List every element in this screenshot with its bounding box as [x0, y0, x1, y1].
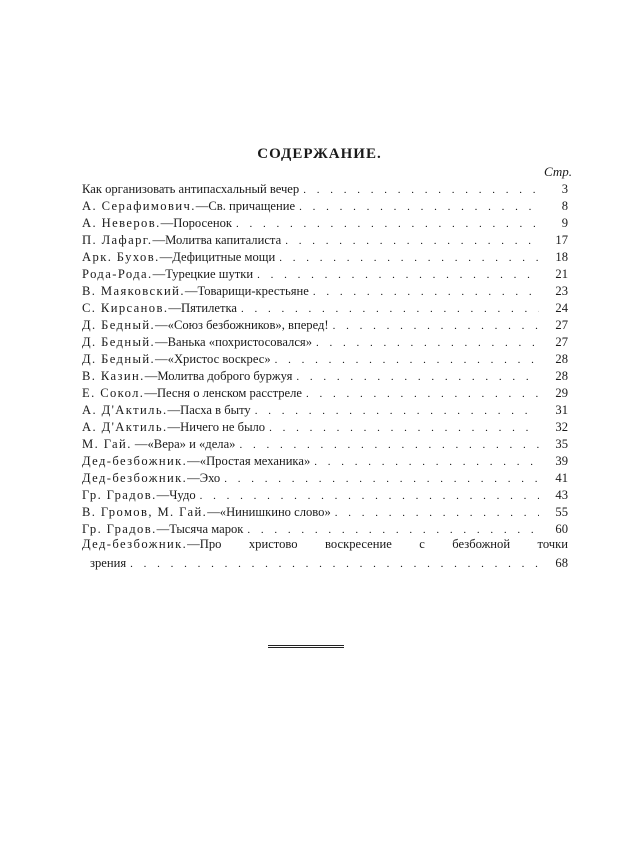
- toc-entry-title: Эхо: [199, 471, 221, 485]
- dot-leader: [279, 252, 539, 265]
- toc-entry: П. Лафарг.—Молитва капиталиста . . . 17: [82, 231, 568, 248]
- toc-entry-title: Пасха в быту: [180, 403, 251, 417]
- toc-entry-multiline-cont: [82, 554, 568, 571]
- toc-entry-page: 27: [555, 335, 568, 349]
- toc-entry: С. Кирсанов.—Пятилетка . . . 24: [82, 299, 568, 316]
- dot-leader: [239, 439, 539, 452]
- dot-leader: [303, 184, 539, 197]
- toc-entry: А. Д'Актиль.—Пасха в быту . . . 31: [82, 401, 568, 418]
- toc-entry-author: Арк. Бухов.: [82, 250, 160, 264]
- toc-entry: В. Громов, М. Гай.—«Нинишкино слово» . . . 55: [82, 503, 568, 520]
- toc-entry-page: 39: [555, 454, 568, 468]
- toc-entry-title: Песня о ленском расстреле: [156, 386, 302, 400]
- toc-entry-title: Молитва капиталиста: [165, 233, 282, 247]
- toc-entry: В. Казин.—Молитва доброго буржуя . . . 28: [82, 367, 568, 384]
- toc-entry: Рода-Рода.—Турецкие шутки . . . 21: [82, 265, 568, 282]
- toc-entry-page: 35: [555, 437, 568, 451]
- toc-entry-page: 9: [561, 216, 568, 230]
- toc-entry-title: Чудо: [169, 488, 196, 502]
- toc-entry-author: А. Неверов.: [82, 216, 161, 230]
- dot-leader: [130, 558, 539, 571]
- toc-entry-page: 29: [555, 386, 568, 400]
- toc-entry-title: «Вера» и «дела»: [147, 437, 236, 451]
- toc-entry-page: 41: [555, 471, 568, 485]
- toc-entry-author: В. Громов, М. Гай.: [82, 505, 208, 519]
- toc-entry-title: Турецкие шутки: [165, 267, 254, 281]
- toc-entry-title: «Союз безбожников», вперед!: [167, 318, 329, 332]
- toc-entry-author: Гр. Градов.: [82, 522, 157, 536]
- toc-entry-author: С. Кирсанов.: [82, 301, 169, 315]
- toc-entry-title: «Простая механика»: [199, 454, 311, 468]
- toc-entry-page: 24: [555, 301, 568, 315]
- table-of-contents: [82, 180, 568, 571]
- toc-entry: А. Д'Актиль.—Ничего не было . . . 32: [82, 418, 568, 435]
- toc-entry-page: 32: [555, 420, 568, 434]
- toc-entry-title: Ванька «похристосовался»: [167, 335, 313, 349]
- toc-entry: Дед-безбожник.—Эхо . . . 41: [82, 469, 568, 486]
- toc-entry-title: Тысяча марок: [169, 522, 244, 536]
- toc-entry-author: Дед-безбожник.: [82, 454, 188, 468]
- dot-leader: [257, 269, 539, 282]
- toc-entry-title: Про христово воскресение с безбожной точки: [199, 537, 568, 551]
- toc-entry-author: А. Серафимович.: [82, 199, 196, 213]
- toc-entry-author: А. Д'Актиль.: [82, 403, 168, 417]
- toc-entry-page: 55: [555, 505, 568, 519]
- dot-leader: [241, 303, 539, 316]
- toc-entry-author: А. Д'Актиль.: [82, 420, 168, 434]
- toc-entry-author: Д. Бедный.: [82, 318, 156, 332]
- toc-entry-title: Товарищи-крестьяне: [197, 284, 309, 298]
- dot-leader: [296, 371, 539, 384]
- dot-leader: [247, 524, 539, 537]
- toc-entry-title: Как организовать антипасхальный вечер: [82, 182, 300, 196]
- toc-entry-page: 23: [555, 284, 568, 298]
- toc-entry-author: Дед-безбожник.: [82, 471, 188, 485]
- toc-entry-page: 21: [555, 267, 568, 281]
- toc-entry-page: 18: [555, 250, 568, 264]
- toc-entry-page: 8: [561, 199, 568, 213]
- toc-entry-author: Гр. Градов.: [82, 488, 157, 502]
- toc-entry: Д. Бедный.—«Христос воскрес» . . . 28: [82, 350, 568, 367]
- dot-leader: [306, 388, 539, 401]
- toc-entry-multiline-first: Дед-безбожник.—Про христово воскресение с безбожной точки: [82, 537, 568, 551]
- toc-entry-author: В. Казин.: [82, 369, 145, 383]
- toc-entry-author: В. Маяковский.: [82, 284, 185, 298]
- toc-entry-title-cont: зрения: [90, 556, 127, 570]
- dot-leader: [269, 422, 539, 435]
- toc-entry-title: «Нинишкино слово»: [219, 505, 331, 519]
- toc-entry-title: «Христос воскрес»: [167, 352, 271, 366]
- toc-entry: [82, 180, 568, 197]
- toc-entry-page: 68: [555, 556, 568, 570]
- toc-entry: Арк. Бухов.—Дефицитные мощи . . . 18: [82, 248, 568, 265]
- toc-entry-page: 17: [555, 233, 568, 247]
- toc-entry: А. Неверов.—Поросенок . . . 9: [82, 214, 568, 231]
- dot-leader: [255, 405, 539, 418]
- toc-entry-author: Рода-Рода.: [82, 267, 153, 281]
- page-column-label: Стр.: [544, 164, 572, 179]
- toc-entry-author: Дед-безбожник.: [82, 537, 188, 551]
- toc-entry-title: Пятилетка: [181, 301, 238, 315]
- dot-leader: [316, 337, 539, 350]
- page-title: СОДЕРЖАНИЕ.: [257, 146, 382, 162]
- toc-entry: Дед-безбожник.—«Простая механика» . . . 39: [82, 452, 568, 469]
- decorative-rule: [268, 645, 344, 648]
- toc-entry-page: 31: [555, 403, 568, 417]
- toc-entry: Е. Сокол.—Песня о ленском расстреле . . . 29: [82, 384, 568, 401]
- toc-entry-page: 27: [555, 318, 568, 332]
- dot-leader: [224, 473, 539, 486]
- toc-entry-author: М. Гай.: [82, 437, 132, 451]
- toc-entry: М. Гай. —«Вера» и «дела» . . . 35: [82, 435, 568, 452]
- dot-leader: [299, 201, 539, 214]
- toc-entry-title: Дефицитные мощи: [172, 250, 276, 264]
- toc-entry-page: 28: [555, 352, 568, 366]
- dot-leader: [285, 235, 539, 248]
- toc-entry-author: Д. Бедный.: [82, 335, 156, 349]
- toc-entry-title: Св. причащение: [208, 199, 296, 213]
- toc-entry-page: 3: [561, 182, 568, 196]
- toc-entry-author: Е. Сокол.: [82, 386, 145, 400]
- toc-entry: Гр. Градов.—Чудо . . . 43: [82, 486, 568, 503]
- toc-entry: А. Серафимович.—Св. причащение . . . 8: [82, 197, 568, 214]
- toc-entry-page: 28: [555, 369, 568, 383]
- dot-leader: [313, 286, 539, 299]
- toc-entry: Д. Бедный.—«Союз безбожников», вперед! . . . 27: [82, 316, 568, 333]
- toc-entry-author: П. Лафарг.: [82, 233, 153, 247]
- dot-leader: [335, 507, 539, 520]
- toc-entry: В. Маяковский.—Товарищи-крестьяне . . . 23: [82, 282, 568, 299]
- toc-entry-author: Д. Бедный.: [82, 352, 156, 366]
- dot-leader: [236, 218, 539, 231]
- toc-entry-page: 43: [555, 488, 568, 502]
- dot-leader: [333, 320, 539, 333]
- dot-leader: [275, 354, 539, 367]
- toc-entry-page: 60: [555, 522, 568, 536]
- toc-entry-title: Поросенок: [173, 216, 233, 230]
- toc-entry: Д. Бедный.—Ванька «похристосовался» . . . 27: [82, 333, 568, 350]
- toc-entry-title: Молитва доброго буржуя: [157, 369, 293, 383]
- toc-entry-title: Ничего не было: [180, 420, 266, 434]
- dot-leader: [314, 456, 539, 469]
- toc-entry: Гр. Градов.—Тысяча марок . . . 60: [82, 520, 568, 537]
- dot-leader: [200, 490, 539, 503]
